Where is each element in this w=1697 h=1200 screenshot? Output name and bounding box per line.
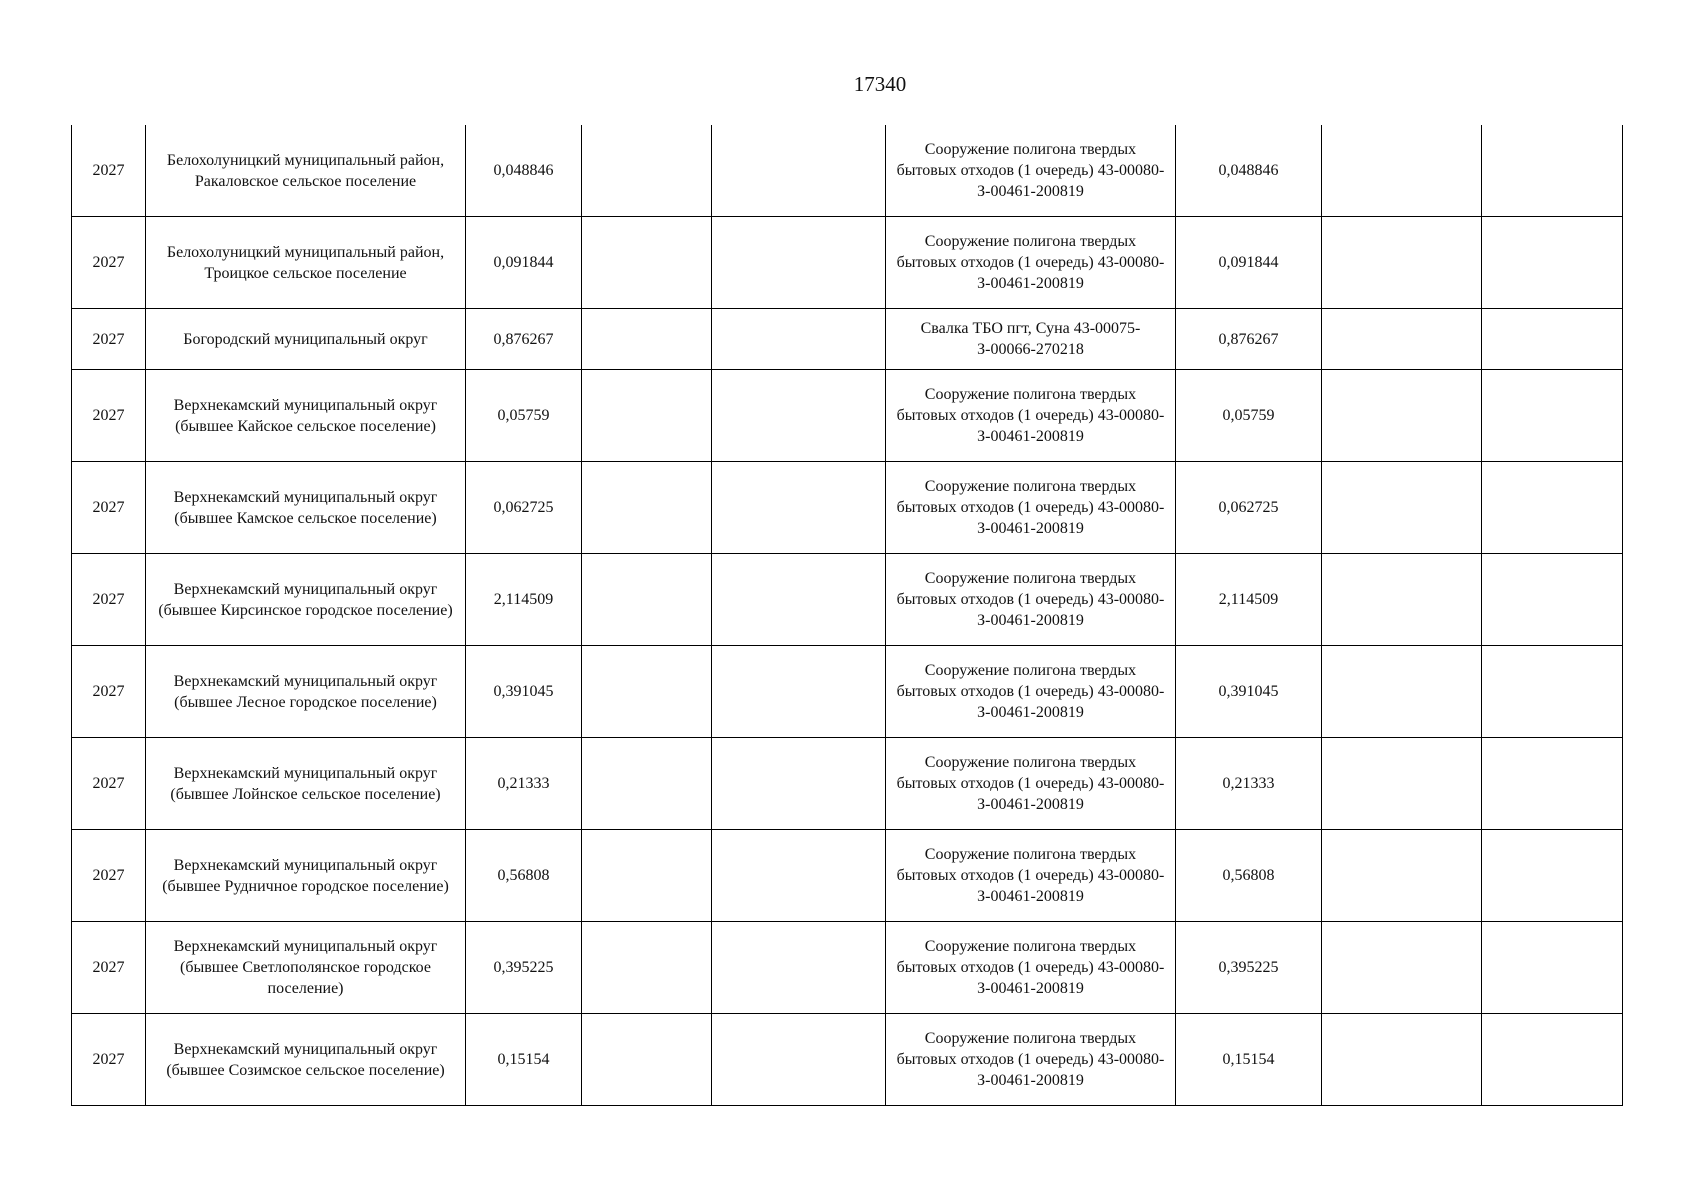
territory-cell: Верхнекамский муниципальный округ (бывшее Камское сельское поселение) bbox=[146, 462, 466, 554]
object-amount-cell: 0,048846 bbox=[1176, 125, 1322, 217]
empty-cell bbox=[582, 738, 712, 830]
territory-cell: Верхнекамский муниципальный округ (бывшее Лойнское сельское поселение) bbox=[146, 738, 466, 830]
amount-cell: 0,395225 bbox=[466, 922, 582, 1014]
object-amount-cell: 0,091844 bbox=[1176, 217, 1322, 309]
table-row bbox=[72, 738, 1623, 830]
territory-cell: Белохолуницкий муниципальный район, Ракаловское сельское поселение bbox=[146, 125, 466, 217]
table-row bbox=[72, 646, 1623, 738]
empty-cell bbox=[1322, 554, 1482, 646]
object-cell: Сооружение полигона твердых бытовых отходов (1 очередь) 43-00080-З-00461-200819 bbox=[886, 646, 1176, 738]
object-cell: Сооружение полигона твердых бытовых отходов (1 очередь) 43-00080-З-00461-200819 bbox=[886, 738, 1176, 830]
table-row bbox=[72, 830, 1623, 922]
territory-cell: Белохолуницкий муниципальный район, Троицкое сельское поселение bbox=[146, 217, 466, 309]
year-cell: 2027 bbox=[72, 462, 146, 554]
empty-cell bbox=[712, 370, 886, 462]
territory-cell: Верхнекамский муниципальный округ (бывшее Кирсинское городское поселение) bbox=[146, 554, 466, 646]
empty-cell bbox=[712, 738, 886, 830]
year-cell: 2027 bbox=[72, 125, 146, 217]
empty-cell bbox=[1482, 1014, 1623, 1106]
year-cell: 2027 bbox=[72, 370, 146, 462]
territory-cell: Верхнекамский муниципальный округ (бывшее Лесное городское поселение) bbox=[146, 646, 466, 738]
empty-cell bbox=[582, 646, 712, 738]
table-row bbox=[72, 309, 1623, 370]
empty-cell bbox=[1322, 217, 1482, 309]
empty-cell bbox=[582, 554, 712, 646]
year-cell: 2027 bbox=[72, 830, 146, 922]
empty-cell bbox=[582, 217, 712, 309]
empty-cell bbox=[1322, 922, 1482, 1014]
data-table bbox=[71, 125, 1623, 1106]
empty-cell bbox=[712, 830, 886, 922]
object-cell: Сооружение полигона твердых бытовых отходов (1 очередь) 43-00080-З-00461-200819 bbox=[886, 462, 1176, 554]
empty-cell bbox=[712, 125, 886, 217]
amount-cell: 0,048846 bbox=[466, 125, 582, 217]
year-cell: 2027 bbox=[72, 309, 146, 370]
table-row bbox=[72, 554, 1623, 646]
object-cell: Сооружение полигона твердых бытовых отходов (1 очередь) 43-00080-З-00461-200819 bbox=[886, 125, 1176, 217]
object-cell: Сооружение полигона твердых бытовых отходов (1 очередь) 43-00080-З-00461-200819 bbox=[886, 1014, 1176, 1106]
table-row bbox=[72, 370, 1623, 462]
empty-cell bbox=[1322, 370, 1482, 462]
empty-cell bbox=[1482, 217, 1623, 309]
object-amount-cell: 0,15154 bbox=[1176, 1014, 1322, 1106]
object-amount-cell: 0,876267 bbox=[1176, 309, 1322, 370]
empty-cell bbox=[1482, 125, 1623, 217]
object-amount-cell: 0,56808 bbox=[1176, 830, 1322, 922]
amount-cell: 0,091844 bbox=[466, 217, 582, 309]
empty-cell bbox=[1482, 554, 1623, 646]
table-row bbox=[72, 462, 1623, 554]
year-cell: 2027 bbox=[72, 554, 146, 646]
year-cell: 2027 bbox=[72, 738, 146, 830]
empty-cell bbox=[712, 309, 886, 370]
empty-cell bbox=[582, 125, 712, 217]
empty-cell bbox=[1482, 922, 1623, 1014]
amount-cell: 0,15154 bbox=[466, 1014, 582, 1106]
object-amount-cell: 0,062725 bbox=[1176, 462, 1322, 554]
object-amount-cell: 0,21333 bbox=[1176, 738, 1322, 830]
empty-cell bbox=[1322, 738, 1482, 830]
territory-cell: Верхнекамский муниципальный округ (бывшее Светлополянское городское поселение) bbox=[146, 922, 466, 1014]
empty-cell bbox=[582, 309, 712, 370]
object-amount-cell: 0,391045 bbox=[1176, 646, 1322, 738]
empty-cell bbox=[1322, 462, 1482, 554]
empty-cell bbox=[712, 1014, 886, 1106]
empty-cell bbox=[712, 554, 886, 646]
empty-cell bbox=[712, 217, 886, 309]
page-number: 17340 bbox=[853, 72, 907, 96]
empty-cell bbox=[1322, 646, 1482, 738]
table-row bbox=[72, 922, 1623, 1014]
empty-cell bbox=[1322, 309, 1482, 370]
object-cell: Сооружение полигона твердых бытовых отходов (1 очередь) 43-00080-З-00461-200819 bbox=[886, 370, 1176, 462]
empty-cell bbox=[1482, 738, 1623, 830]
year-cell: 2027 bbox=[72, 922, 146, 1014]
table-row bbox=[72, 125, 1623, 217]
amount-cell: 0,21333 bbox=[466, 738, 582, 830]
empty-cell bbox=[1482, 646, 1623, 738]
object-cell: Сооружение полигона твердых бытовых отходов (1 очередь) 43-00080-З-00461-200819 bbox=[886, 830, 1176, 922]
empty-cell bbox=[1322, 830, 1482, 922]
amount-cell: 0,391045 bbox=[466, 646, 582, 738]
year-cell: 2027 bbox=[72, 217, 146, 309]
object-cell: Сооружение полигона твердых бытовых отходов (1 очередь) 43-00080-З-00461-200819 bbox=[886, 217, 1176, 309]
object-amount-cell: 2,114509 bbox=[1176, 554, 1322, 646]
amount-cell: 0,876267 bbox=[466, 309, 582, 370]
empty-cell bbox=[1482, 830, 1623, 922]
empty-cell bbox=[582, 830, 712, 922]
amount-cell: 2,114509 bbox=[466, 554, 582, 646]
empty-cell bbox=[582, 370, 712, 462]
territory-cell: Верхнекамский муниципальный округ (бывшее Кайское сельское поселение) bbox=[146, 370, 466, 462]
territory-cell: Верхнекамский муниципальный округ (бывшее Рудничное городское поселение) bbox=[146, 830, 466, 922]
empty-cell bbox=[582, 462, 712, 554]
empty-cell bbox=[1322, 1014, 1482, 1106]
year-cell: 2027 bbox=[72, 646, 146, 738]
object-cell: Свалка ТБО пгт, Суна 43-00075-З-00066-270218 bbox=[886, 309, 1176, 370]
territory-cell: Богородский муниципальный округ bbox=[146, 309, 466, 370]
empty-cell bbox=[1482, 370, 1623, 462]
object-cell: Сооружение полигона твердых бытовых отходов (1 очередь) 43-00080-З-00461-200819 bbox=[886, 554, 1176, 646]
amount-cell: 0,56808 bbox=[466, 830, 582, 922]
territory-cell: Верхнекамский муниципальный округ (бывшее Созимское сельское поселение) bbox=[146, 1014, 466, 1106]
empty-cell bbox=[712, 646, 886, 738]
empty-cell bbox=[582, 1014, 712, 1106]
empty-cell bbox=[712, 462, 886, 554]
table-row bbox=[72, 1014, 1623, 1106]
table-row bbox=[72, 217, 1623, 309]
object-amount-cell: 0,395225 bbox=[1176, 922, 1322, 1014]
empty-cell bbox=[582, 922, 712, 1014]
year-cell: 2027 bbox=[72, 1014, 146, 1106]
amount-cell: 0,05759 bbox=[466, 370, 582, 462]
object-cell: Сооружение полигона твердых бытовых отходов (1 очередь) 43-00080-З-00461-200819 bbox=[886, 922, 1176, 1014]
empty-cell bbox=[1322, 125, 1482, 217]
empty-cell bbox=[712, 922, 886, 1014]
object-amount-cell: 0,05759 bbox=[1176, 370, 1322, 462]
empty-cell bbox=[1482, 309, 1623, 370]
amount-cell: 0,062725 bbox=[466, 462, 582, 554]
empty-cell bbox=[1482, 462, 1623, 554]
